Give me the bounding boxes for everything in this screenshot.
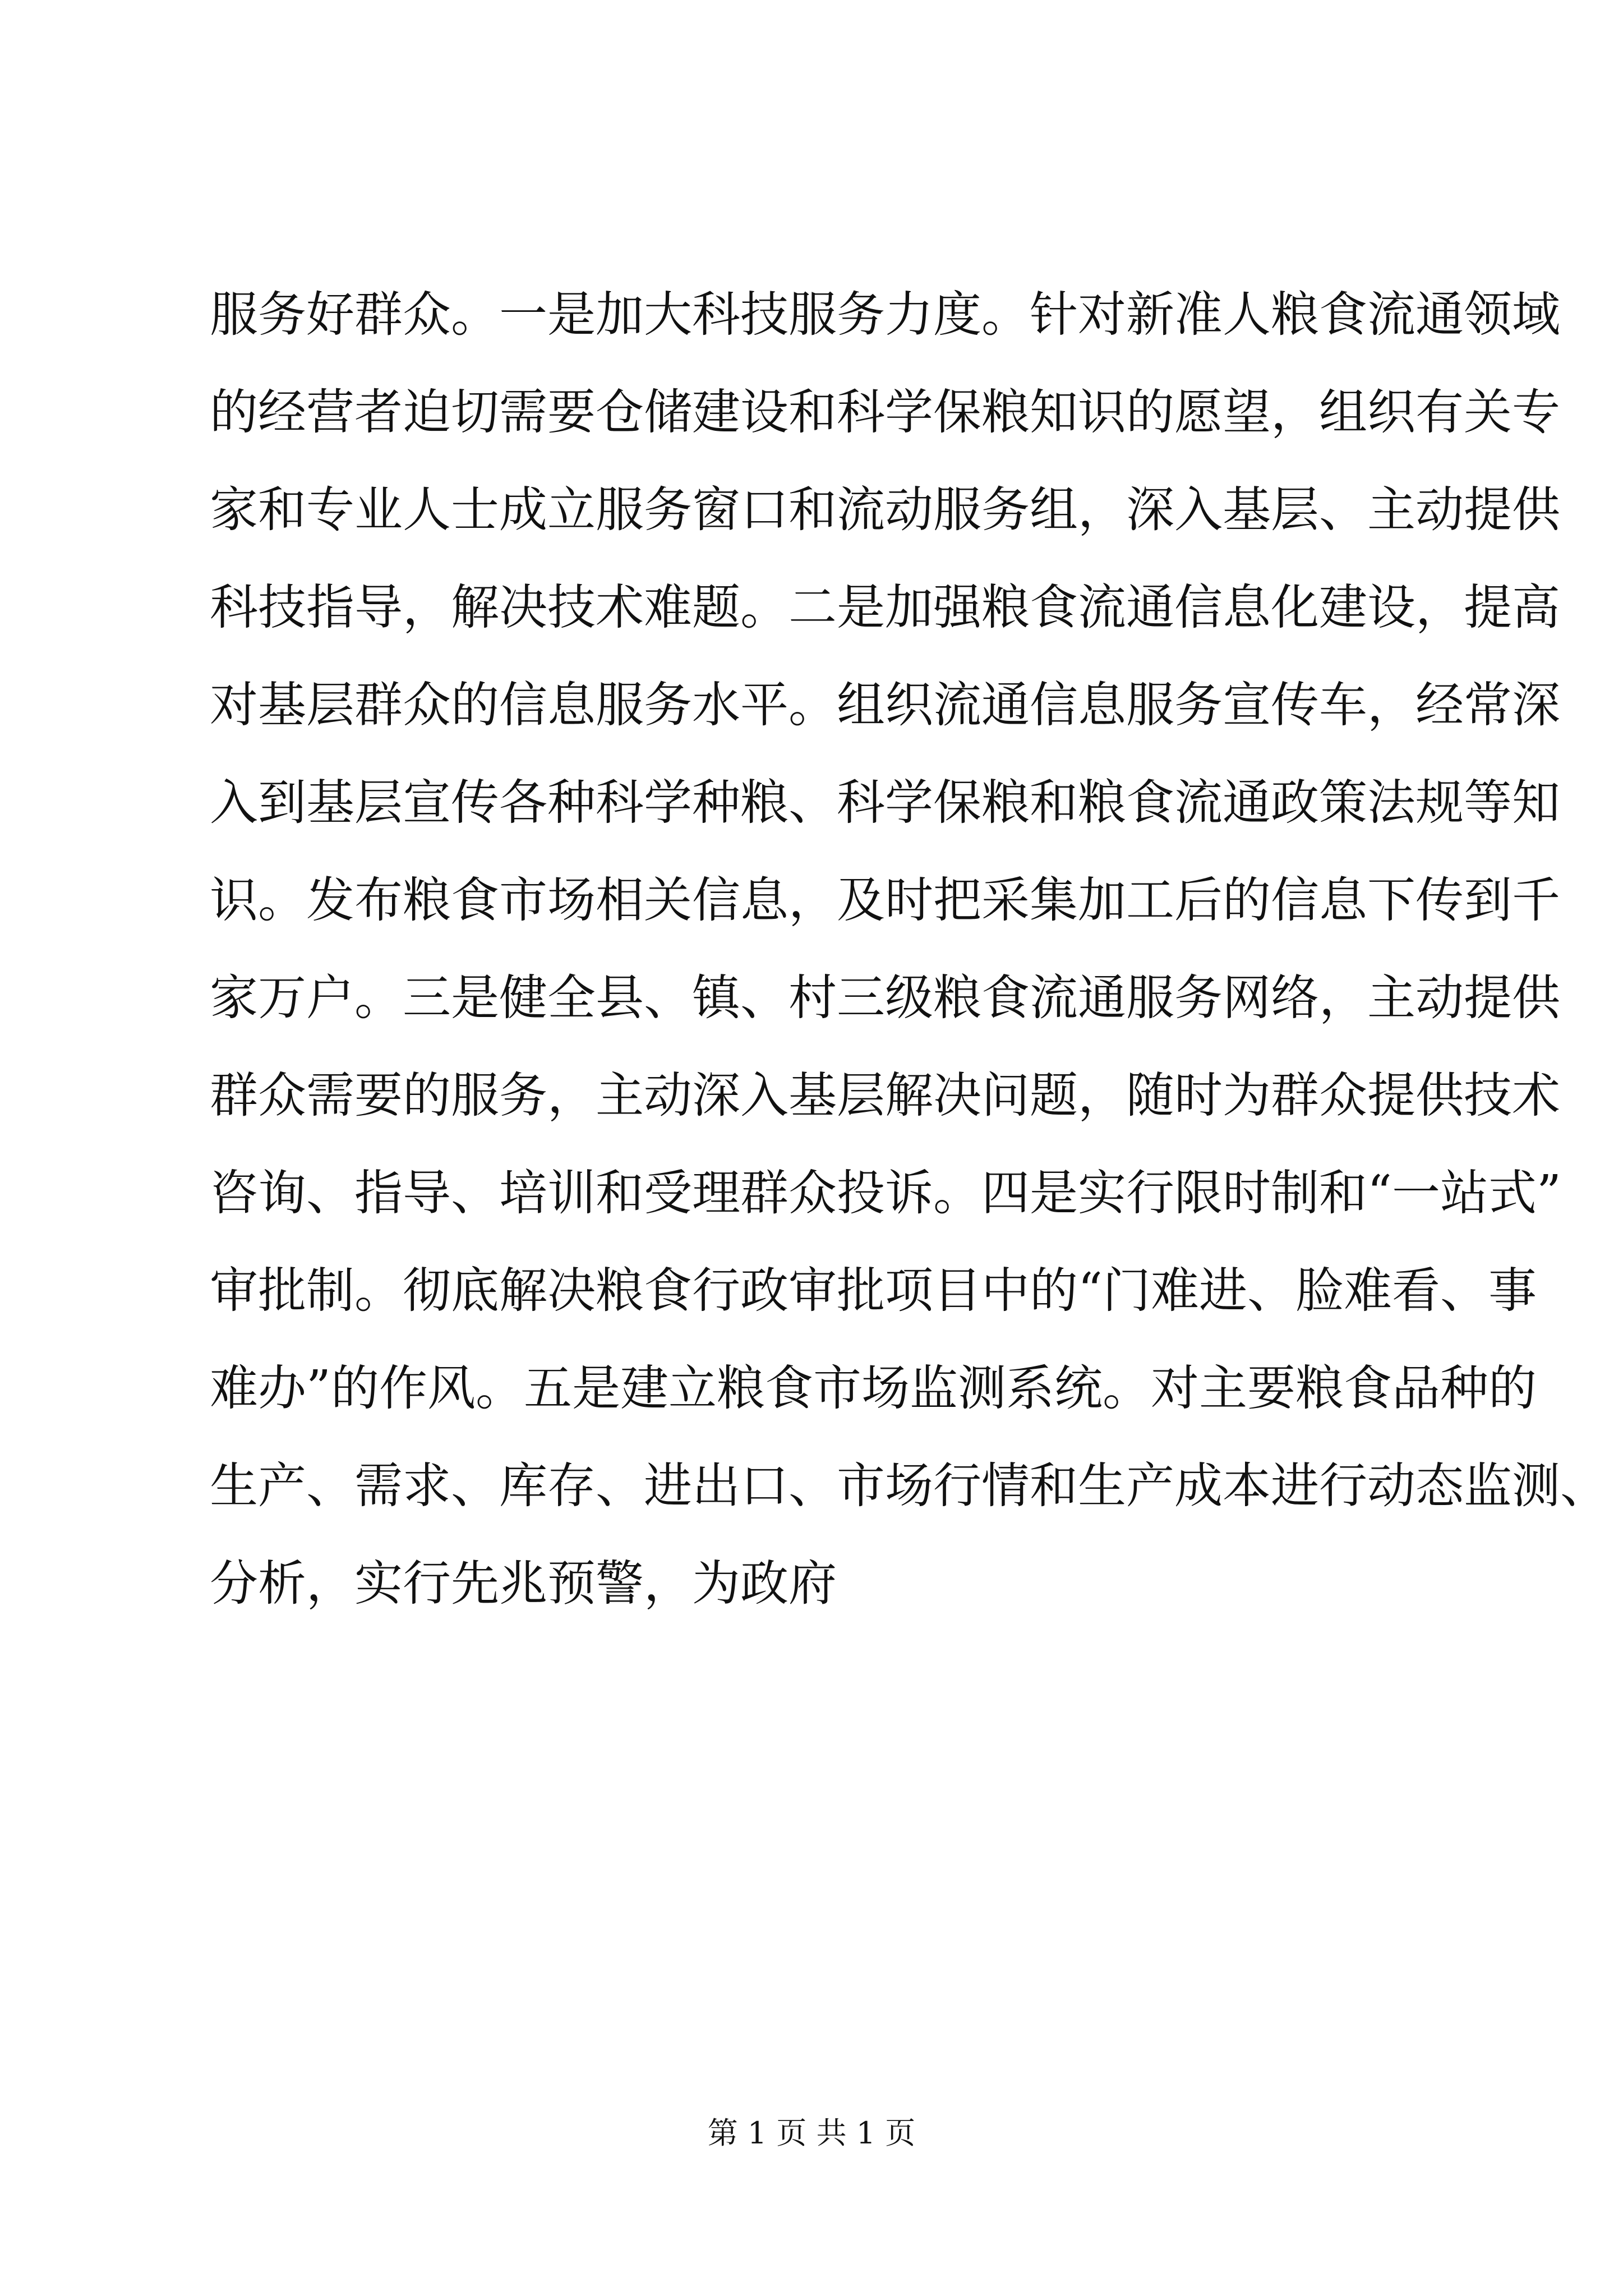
text-line-6: 入到基层宣传各种科学种粮、科学保粮和粮食流通政策法规等知 <box>210 775 1560 831</box>
page-number-footer: 第 1 页 共 1 页 <box>707 2115 916 2151</box>
text-line-2: 的经营者迫切需要仓储建设和科学保粮知识的愿望，组织有关专 <box>210 384 1560 440</box>
text-line-13: 生产、需求、库存、进出口、市场行情和生产成本进行动态监测、 <box>210 1458 1608 1514</box>
text-line-5: 对基层群众的信息服务水平。组织流通信息服务宣传车，经常深 <box>210 677 1560 733</box>
text-line-11: 审批制。彻底解决粮食行政审批项目中的“门难进、脸难看、事 <box>210 1263 1537 1319</box>
text-line-10: 咨询、指导、培训和受理群众投诉。四是实行限时制和“一站式” <box>210 1165 1561 1221</box>
text-line-3: 家和专业人士成立服务窗口和流动服务组，深入基层、主动提供 <box>210 482 1560 538</box>
text-line-9: 群众需要的服务，主动深入基层解决问题，随时为群众提供技术 <box>210 1068 1560 1124</box>
text-line-14: 分析，实行先兆预警，为政府 <box>210 1556 837 1612</box>
text-line-12: 难办”的作风。五是建立粮食市场监测系统。对主要粮食品种的 <box>210 1360 1537 1416</box>
text-line-1: 服务好群众。一是加大科技服务力度。针对新准人粮食流通领域 <box>210 287 1560 343</box>
text-line-7: 识。发布粮食市场相关信息，及时把采集加工后的信息下传到千 <box>210 872 1560 928</box>
body-paragraph <box>210 266 1608 1632</box>
text-line-8: 家万户。三是健全县、镇、村三级粮食流通服务网络，主动提供 <box>210 970 1560 1026</box>
text-line-4: 科技指导，解决技术难题。二是加强粮食流通信息化建设，提高 <box>210 579 1560 636</box>
